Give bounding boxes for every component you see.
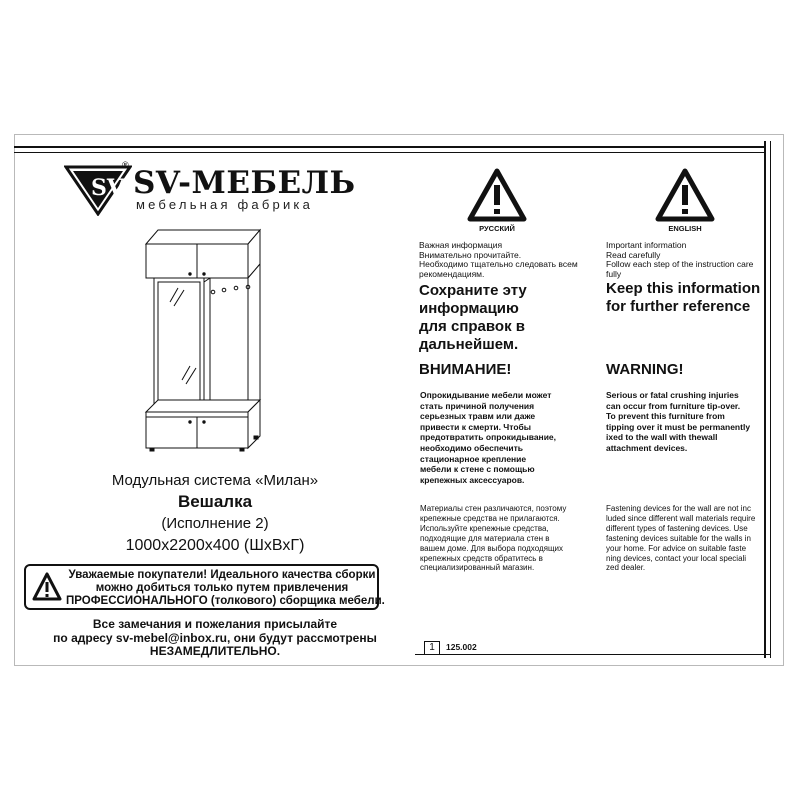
assembly-notice — [24, 564, 385, 610]
english-fastening-line: zed dealer. — [606, 563, 646, 573]
wardrobe-hanger-drawing — [140, 222, 270, 478]
product-system: Модульная система «Милан» — [111, 472, 319, 489]
logo-mark-s: SV — [91, 175, 124, 201]
notice-line-2: можно добиться только путем привлечения — [95, 582, 349, 594]
russian-keep-line: дальнейшем. — [419, 336, 519, 353]
frame-line-right — [764, 141, 766, 658]
remarks-line-2: по адресу sv-mebel@inbox.ru, они будут рассмотрены — [53, 630, 377, 645]
notice-line-1: Уважаемые покупатели! Идеального качества сборки — [68, 569, 376, 581]
english-intro-line: Important information — [606, 240, 687, 250]
remarks-line-1: Все замечания и пожелания присылайте — [92, 617, 338, 631]
english-warning-line: Serious or fatal crushing injuries — [606, 390, 739, 400]
russian-fastening-line: Материалы стен различаются, поэтому — [420, 504, 567, 513]
brand-name: SV-МЕБЕЛЬ — [133, 165, 356, 201]
warning-triangle-icon — [654, 167, 716, 223]
russian-keep-info — [419, 282, 527, 354]
frame-line-top-thin — [14, 152, 764, 153]
english-fastening-line: Fastening devices for the wall are not inc — [606, 504, 751, 513]
english-fastening-line: luded since different wall materials require — [606, 513, 756, 523]
english-warning-title: WARNING! — [606, 361, 684, 378]
registered-mark: ® — [122, 160, 129, 170]
russian-fastening — [420, 504, 566, 573]
english-warning-line: can occur from furniture tip-over. — [606, 400, 741, 411]
english-intro — [606, 241, 753, 279]
russian-fastening-line: подходящие для материала стен в — [420, 533, 550, 543]
english-warning-line: attachment devices. — [606, 442, 688, 453]
frame-line-bottom — [415, 654, 770, 655]
page-number: 1 — [424, 641, 440, 655]
english-intro-line: fully — [606, 268, 622, 279]
russian-warning-line: стать причиной получения — [420, 400, 535, 411]
russian-warning-line: необходимо обеспечить — [420, 442, 524, 453]
russian-keep-line: Сохраните эту — [419, 282, 527, 299]
russian-warning-line: стационарное крепление — [420, 453, 527, 464]
english-warning-line: ixed to the wall with thewall — [606, 432, 718, 443]
brand-subtitle: мебельная фабрика — [136, 197, 314, 212]
english-keep-info — [606, 280, 760, 316]
russian-warning-line: крепежных аксессуаров. — [420, 474, 525, 485]
english-intro-line: Follow each step of the instruction care — [606, 259, 754, 270]
russian-warning-text — [420, 390, 556, 485]
english-fastening-line: fastening devices suitable for the walls in — [606, 533, 751, 543]
product-execution: (Исполнение 2) — [161, 515, 269, 532]
english-warning-text — [606, 390, 750, 454]
russian-warning-line: серьезных травм или даже — [420, 411, 536, 422]
remarks-line-3: НЕЗАМЕДЛИТЕЛЬНО. — [149, 644, 281, 658]
russian-keep-line: для справок в — [419, 318, 525, 335]
sv-shield-logo-icon — [64, 164, 132, 216]
russian-fastening-line: крепежные средства не прилагаются. — [420, 513, 560, 523]
product-name: Вешалка — [177, 492, 253, 511]
product-dimensions: 1000х2200х400 (ШхВхГ) — [125, 537, 305, 554]
english-fastening-line: different types of fastening devices. Use — [606, 523, 748, 533]
lang-label-russian: РУССКИЙ — [479, 224, 515, 233]
russian-fastening-line: специализированный магазин. — [420, 563, 535, 573]
russian-warning-line: Опрокидывание мебели может — [420, 390, 552, 400]
english-warning-line: tipping over it must be permanently — [606, 421, 751, 432]
russian-intro-line: рекомендациям. — [419, 268, 485, 279]
russian-keep-line: информацию — [419, 300, 519, 317]
english-fastening-line: your home. For advice on suitable faste — [606, 543, 747, 553]
lang-label-english: ENGLISH — [668, 224, 702, 233]
warning-triangle-icon — [32, 572, 62, 602]
russian-warning-line: привести к смерти. Чтобы — [420, 421, 532, 432]
russian-intro — [419, 241, 578, 279]
english-warning-line: To prevent this furniture from — [606, 411, 725, 422]
russian-intro-line: Внимательно прочитайте. — [419, 249, 522, 260]
english-intro-line: Read carefully — [606, 249, 661, 260]
english-keep-line: for further reference — [606, 298, 751, 315]
english-fastening-line: ning devices, contact your local speciali — [606, 553, 747, 563]
russian-fastening-line: Используйте крепежные средства, — [420, 523, 549, 533]
english-fastening — [606, 504, 755, 573]
frame-line-top — [14, 146, 764, 148]
russian-fastening-line: крепежных средств обратитесь в — [420, 553, 543, 563]
warning-triangle-icon — [466, 167, 528, 223]
russian-warning-title: ВНИМАНИЕ! — [419, 361, 512, 378]
frame-line-right-thin — [770, 141, 771, 658]
russian-warning-line: мебели к стене с помощью — [420, 464, 535, 475]
english-keep-line: Keep this information — [606, 280, 761, 297]
document-code: 125.002 — [446, 642, 477, 652]
russian-intro-line: Необходимо тщательно следовать всем — [419, 259, 578, 270]
russian-warning-line: предотвратить опрокидывание, — [420, 432, 557, 443]
russian-fastening-line: вашем доме. Для выбора подходящих — [420, 543, 564, 553]
remarks-block — [30, 618, 400, 659]
russian-intro-line: Важная информация — [419, 240, 503, 250]
notice-line-3: ПРОФЕССИОНАЛЬНОГО (толкового) сборщика мебели. — [66, 595, 385, 607]
